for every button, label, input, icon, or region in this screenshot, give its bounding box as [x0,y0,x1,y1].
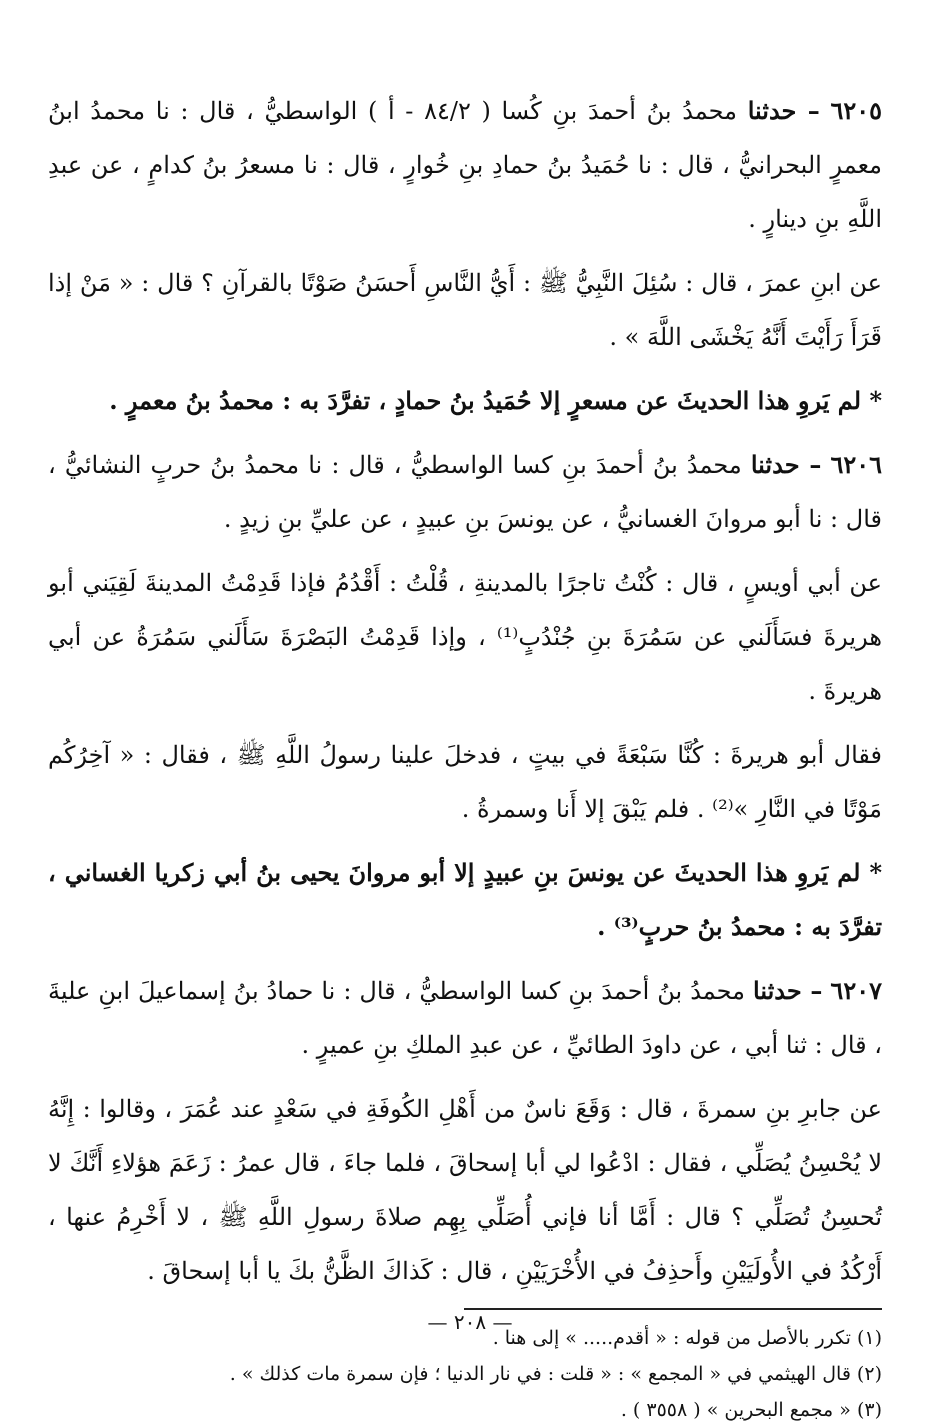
page-number: — ٢٠٨ — [427,1310,513,1334]
hadith-6205-isnad [48,84,882,246]
hadith-isnad-text: محمدُ بنُ أحمدَ بنِ كُسا ( ٨٤/٢ - أ ) الواسطيُّ ، قال : نا محمدُ ابنُ معمرٍ البحرانيُّ ، قال : نا حُمَيدُ بنُ حمادِ بنِ خُوارٍ ، قال : نا مسعرُ بنُ كدامٍ ، عن عبدِ اللَّهِ بنِ دينارٍ . [48,97,882,233]
hadith-6207-isnad [48,964,882,1072]
hadith-6206-note: * لم يَروِ هذا الحديثَ عن يونسَ بنِ عبيدٍ إلا أبو مروانَ يحيى بنُ أبي زكريا الغساني ، تفرَّدَ به : محمدُ بنُ حربٍ⁽³⁾ . [48,858,883,941]
hadith-isnad-text: محمدُ بنُ أحمدَ بنِ كسا الواسطيُّ ، قال : نا محمدُ بنُ حربٍ النشائيُّ ، قال : نا أبو مروانَ الغسانيُّ ، عن يونسَ بنِ عبيدٍ ، عن عليِّ بنِ زيدٍ . [48,451,882,533]
hadith-6206-isnad [48,438,882,546]
hadith-lead: – حدثنا [747,96,820,125]
hadith-6205-matn: عن ابنِ عمرَ ، قال : سُئِلَ النَّبِيُّ ﷺ : أَيُّ النَّاسِ أَحسَنُ صَوْتًا بالقرآنِ ؟ قال : « مَنْ إذا قَرَأَ رَأَيْتَ أَنَّهُ يَخْشَى اللَّهَ » . [48,269,882,351]
hadith-6206-matn-continued: فقال أبو هريرةَ : كُنَّا سَبْعَةً في بيتٍ ، فدخلَ علينا رسولُ اللَّهِ ﷺ ، فقال : « آخِرُكُم مَوْتًا في النَّارِ »⁽²⁾ . فلم يَبْقَ إلا أَنا وسمرةُ . [48,741,882,823]
footnote-3: (٣) « مجمع البحرين » ( ٣٥٥٨ ) . [620,1399,882,1421]
hadith-number: ٦٢٠٧ [830,976,882,1005]
hadith-number: ٦٢٠٥ [830,96,883,125]
footnote-1: (١) تكرر بالأصل من قوله : « أقدم..... » إلى هنا . [492,1327,882,1349]
hadith-lead: – حدثنا [753,976,823,1005]
hadith-6207-matn: عن جابرِ بنِ سمرةَ ، قال : وَقَعَ ناسٌ من أَهْلِ الكُوفَةِ في سَعْدٍ عند عُمَرَ ، وقالوا : إِنَّهُ لا يُحْسِنُ يُصَلِّي ، فقال : ادْعُوا لي أبا إسحاقَ ، فلما جاءَ ، قال عمرُ : زَعَمَ هؤلاءِ أَنَّكَ لا تُحسِنُ تُصَلِّي ؟ قال : أَمَّا أنا فإني أُصَلِّي بِهِم صلاةَ رسولِ اللَّهِ ﷺ ، لا أَخْرِمُ عنها ، أَرْكُدُ في الأُولَيَيْنِ وأَحذِفُ في الأُخْرَيَيْنِ ، قال : كَذاكَ الظَّنُّ بكَ يا أبا إسحاقَ . [48,1095,883,1285]
hadith-6206-matn: عن أبي أويسٍ ، قال : كُنْتُ تاجرًا بالمدينةِ ، قُلْتُ : أَقْدُمُ فإذا قَدِمْتُ المدينةَ لَقِيَني أبو هريرةَ فسَأَلَني عن سَمُرَةَ بنِ جُنْدُبٍ⁽¹⁾ ، وإذا قَدِمْتُ البَصْرَةَ سَأَلَني سَمُرَةُ عن أبي هريرةَ . [48,569,882,705]
hadith-lead: – حدثنا [750,450,822,479]
hadith-isnad-text: محمدُ بنُ أحمدَ بنِ كسا الواسطيُّ ، قال : نا حمادُ بنُ إسماعيلَ ابنِ عليةَ ، قال : ثنا أبي ، عن داودَ الطائيِّ ، عن عبدِ الملكِ بنِ عميرٍ . [48,977,882,1059]
hadith-6205-note: * لم يَروِ هذا الحديثَ عن مسعرٍ إلا حُمَيدُ بنُ حمادٍ ، تفرَّدَ به : محمدُ بنُ معمرٍ . [109,386,882,415]
footnote-2: (٢) قال الهيثمي في « المجمع » : « قلت : في نار الدنيا ؛ فإن سمرة مات كذلك » . [229,1363,882,1385]
hadith-number: ٦٢٠٦ [830,450,882,479]
